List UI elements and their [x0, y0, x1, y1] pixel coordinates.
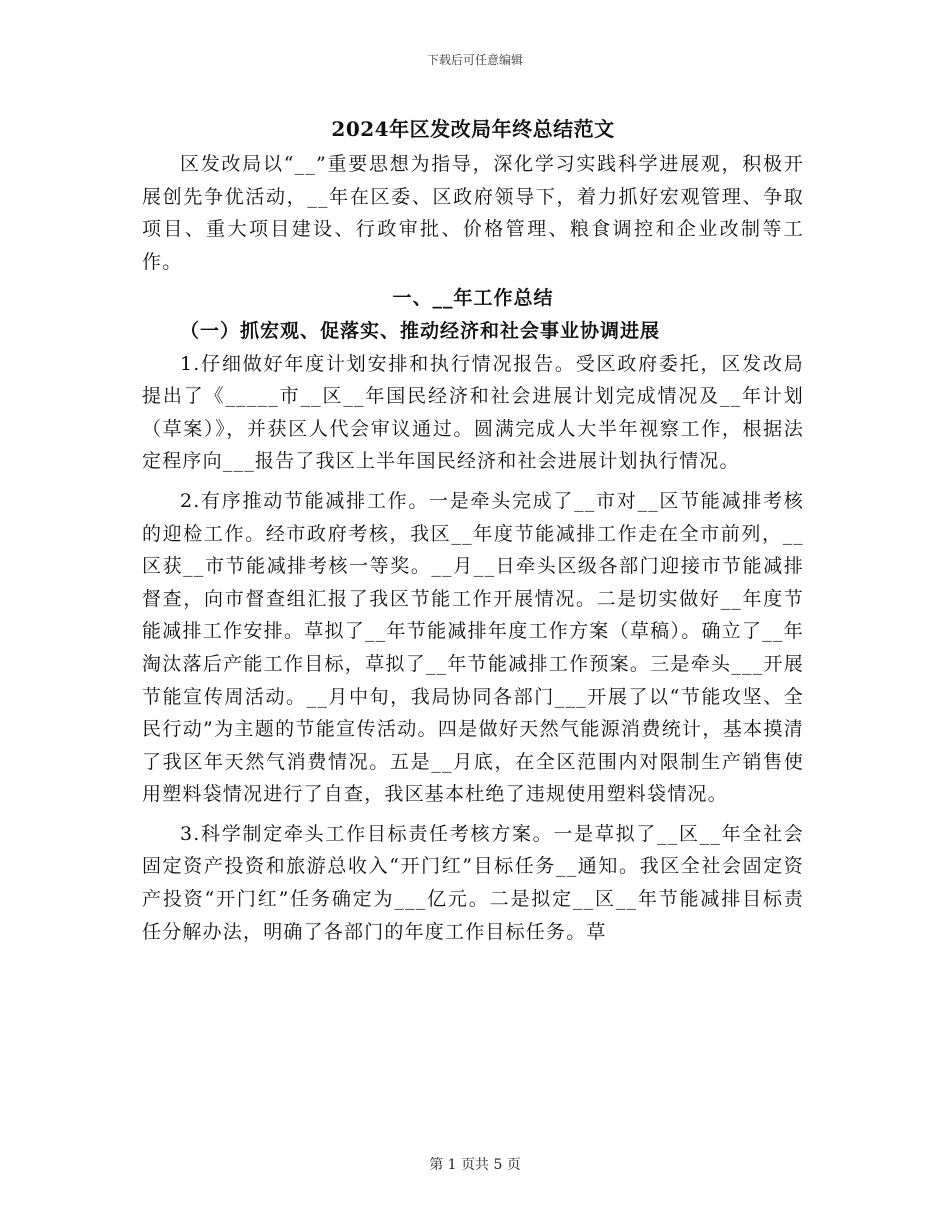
page-header: 下载后可任意编辑: [426, 53, 523, 67]
document-body: [142, 110, 804, 948]
document-title: 2024年区发改局年终总结范文: [331, 117, 615, 141]
item-paragraph-3: 3.科学制定牵头工作目标责任考核方案。一是草拟了__区__年全社会固定资产投资和旅游总收入“开门红”目标任务__通知。我区全社会固定资产投资“开门红”任务确定为___亿元。二是拟定__区__年节能减排目标责任分解办法，明确了各部门的年度工作目标任务。草: [142, 822, 804, 943]
item-paragraph-1: 1.仔细做好年度计划安排和执行情况报告。受区政府委托，区发改局提出了《_____市__区__年国民经济和社会进展计划完成情况及__年计划（草案）》，并获区人代会审议通过。圆满完成人大半年视察工作，根据法定程序向___报告了我区上半年国民经济和社会进展计划执行情况。: [142, 352, 804, 473]
item-paragraph-2: 2.有序推动节能减排工作。一是牵头完成了__市对__区节能减排考核的迎检工作。经市政府考核，我区__年度节能减排工作走在全市前列，__区获__市节能减排考核一等奖。__月__日牵头区级各部门迎接市节能减排督查，向市督查组汇报了我区节能工作开展情况。二是切实做好__年度节能减排工作安排。草拟了__年节能减排年度工作方案（草稿）。确立了__年淘汰落后产能工作目标，草拟了__年节能减排工作预案。三是牵头___开展节能宣传周活动。__月中旬，我局协同各部门___开展了以“节能攻坚、全民行动”为主题的节能宣传活动。四是做好天然气能源消费统计，基本摸清了我区年天然气消费情况。五是__月底，在全区范围内对限制生产销售使用塑料袋情况进行了自查，我区基本杜绝了违规使用塑料袋情况。: [142, 489, 804, 806]
subsection-heading: （一）抓宏观、促落实、推动经济和社会事业协调进展: [180, 319, 661, 342]
page-footer: 第 1 页共 5 页: [429, 1157, 521, 1173]
section-heading: 一、__年工作总结: [392, 287, 554, 310]
intro-paragraph: 区发改局以“__”重要思想为指导，深化学习实践科学进展观，积极开展创先争优活动，__年在区委、区政府领导下，着力抓好宏观管理、争取项目、重大项目建设、行政审批、价格管理、粮食调控和企业改制等工作。: [142, 153, 804, 273]
